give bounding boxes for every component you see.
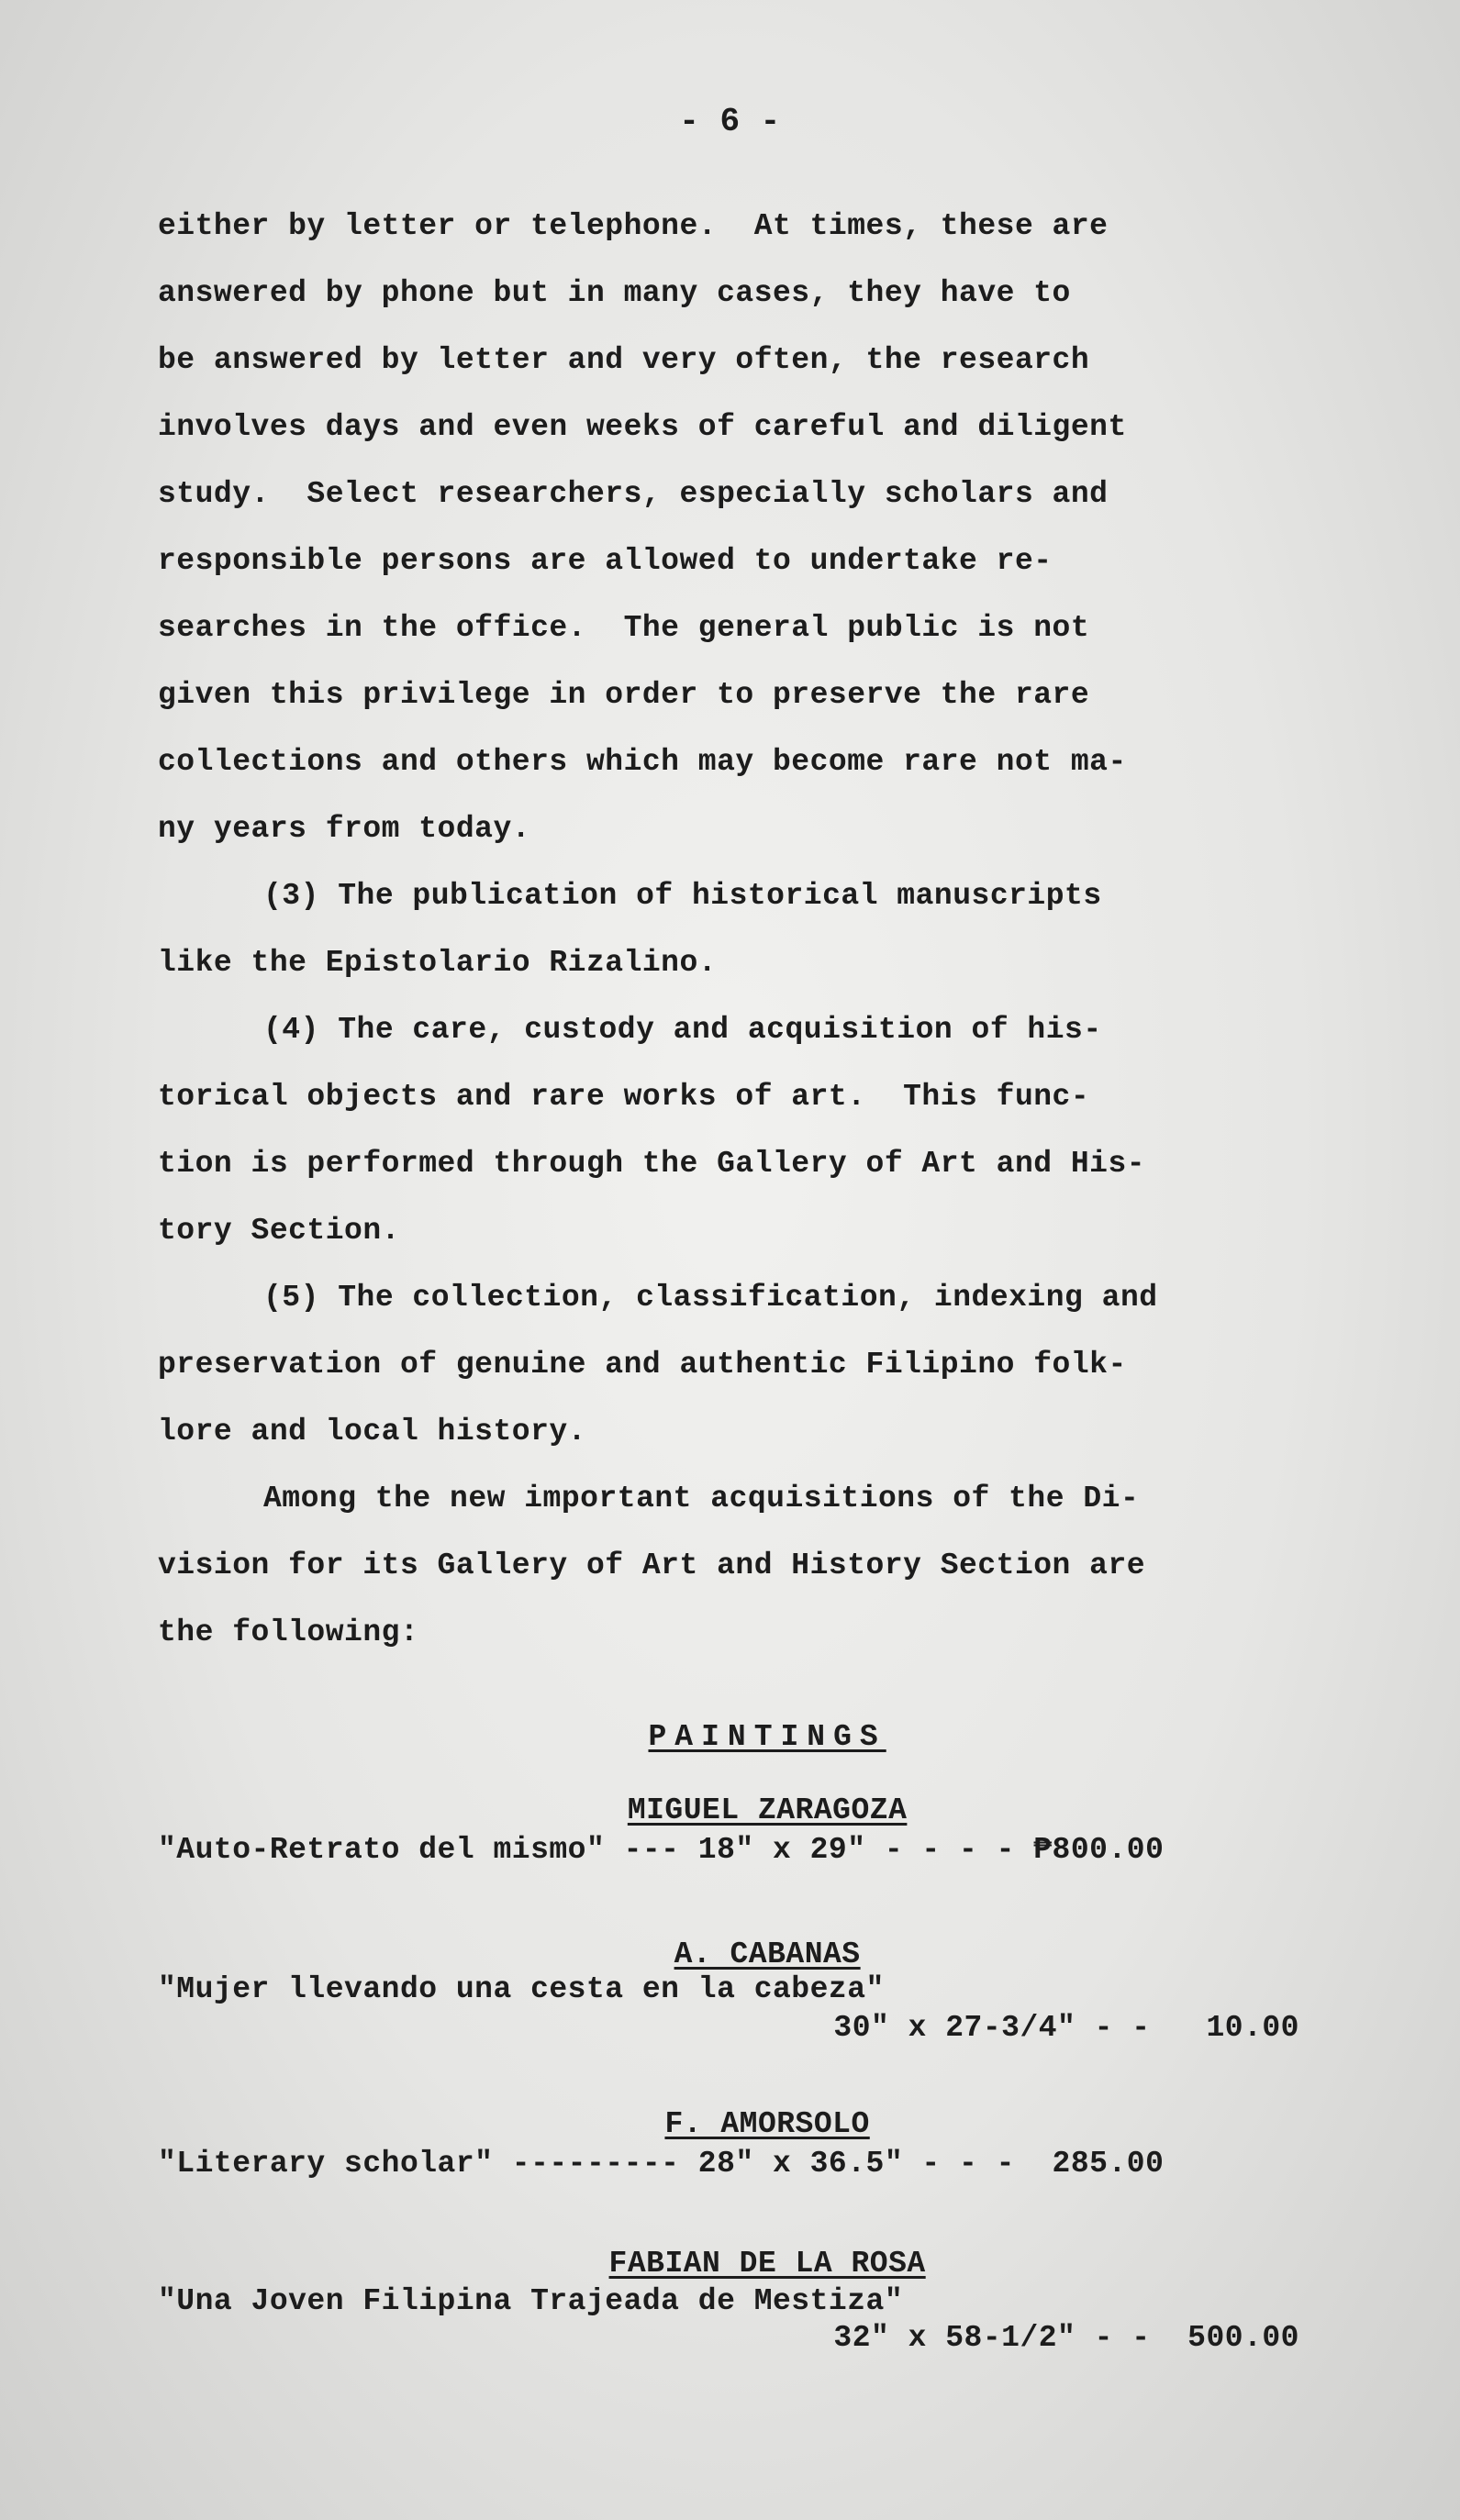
text-line: given this privilege in order to preserve the rare <box>158 678 1090 712</box>
text-line: collections and others which may become rare not ma- <box>158 745 1127 779</box>
page-number: - 6 - <box>679 103 781 140</box>
painting-entry: "Literary scholar" --------- 28" x 36.5" - - - 285.00 <box>158 2147 1165 2181</box>
artist-name: FABIAN DE LA ROSA <box>608 2247 926 2281</box>
text-line: involves days and even weeks of careful and diligent <box>158 410 1127 444</box>
painting-dimensions: 32" x 58-1/2" - - 500.00 <box>833 2321 1299 2355</box>
text-line: responsible persons are allowed to undertake re- <box>158 544 1053 578</box>
text-line: study. Select researchers, especially scholars and <box>158 477 1109 511</box>
item-3-line: (3) The publication of historical manuscripts <box>263 879 1102 913</box>
item-5-line: preservation of genuine and authentic Filipino folk- <box>158 1348 1127 1382</box>
item-4-line: torical objects and rare works of art. This func- <box>158 1080 1090 1114</box>
item-3-line: like the Epistolario Rizalino. <box>158 946 718 980</box>
text-line: searches in the office. The general public is not <box>158 611 1090 645</box>
painting-entry: "Mujer llevando una cesta en la cabeza" <box>158 1972 885 2006</box>
paintings-heading-text: PAINTINGS <box>648 1720 886 1754</box>
item-4-line: tion is performed through the Gallery of Art and His- <box>158 1147 1146 1181</box>
text-line: ny years from today. <box>158 812 531 846</box>
artist-name: MIGUEL ZARAGOZA <box>627 1793 908 1827</box>
text-line: answered by phone but in many cases, they have to <box>158 276 1071 310</box>
item-5-line: (5) The collection, classification, indexing and <box>263 1281 1158 1315</box>
item-4-line: tory Section. <box>158 1214 400 1248</box>
acquisitions-line: Among the new important acquisitions of the Di- <box>263 1482 1140 1515</box>
painting-entry: "Auto-Retrato del mismo" --- 18" x 29" - - - - ₱800.00 <box>158 1833 1165 1867</box>
text-line: be answered by letter and very often, the research <box>158 343 1090 377</box>
acquisitions-line: vision for its Gallery of Art and History Section are <box>158 1549 1146 1582</box>
acquisitions-line: the following: <box>158 1615 419 1649</box>
item-4-line: (4) The care, custody and acquisition of his- <box>263 1013 1102 1047</box>
item-5-line: lore and local history. <box>158 1415 586 1449</box>
painting-entry: "Una Joven Filipina Trajeada de Mestiza" <box>158 2284 904 2318</box>
painting-dimensions: 30" x 27-3/4" - - 10.00 <box>833 2011 1299 2045</box>
text-line: either by letter or telephone. At times, these are <box>158 209 1109 243</box>
artist-name: F. AMORSOLO <box>664 2107 870 2141</box>
artist-name: A. CABANAS <box>674 1937 861 1971</box>
